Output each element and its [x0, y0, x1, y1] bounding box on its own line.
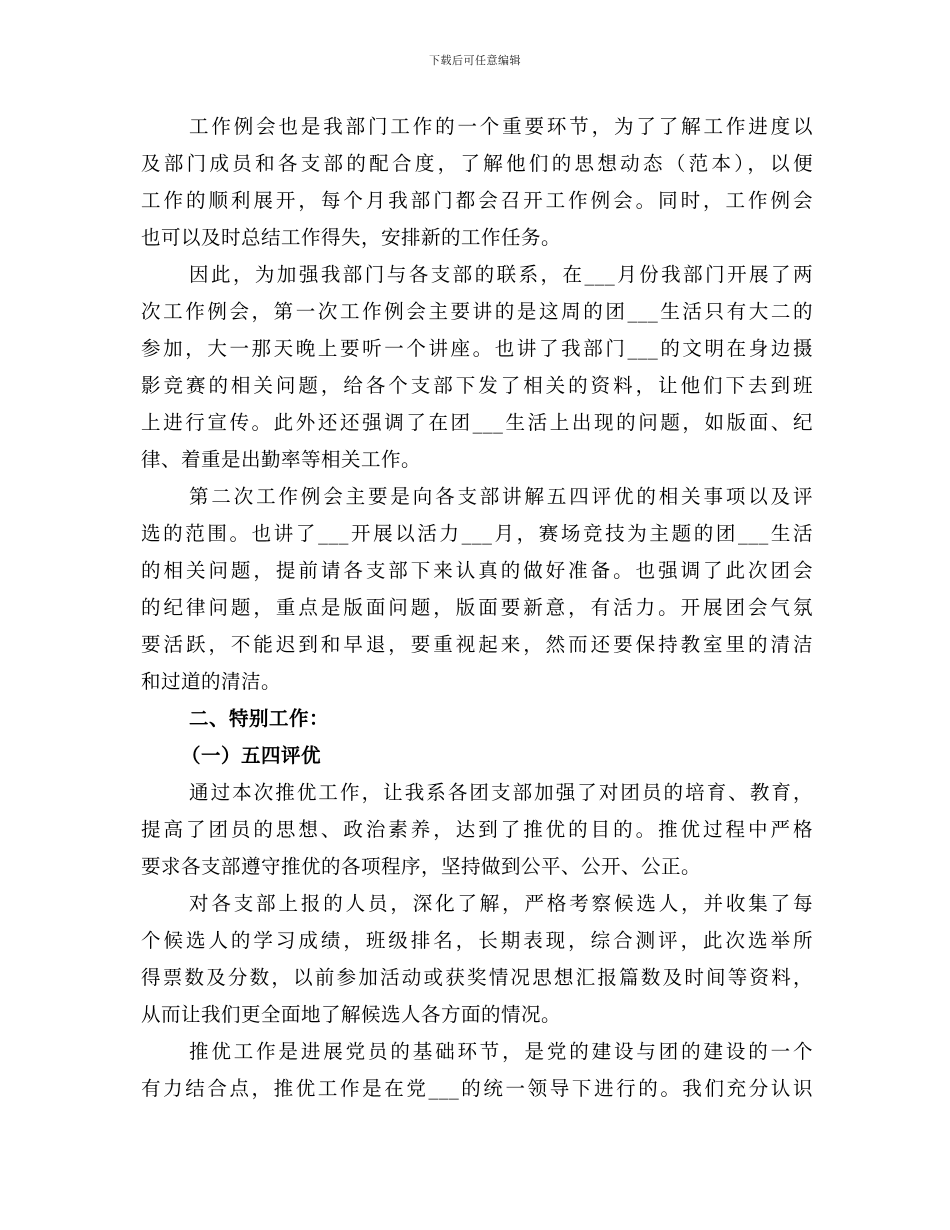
paragraph-line: 因此，为加强我部门与各支部的联系，在___月份我部门开展了两: [189, 263, 813, 286]
paragraph-line: 律、着重是出勤率等相关工作。: [141, 448, 422, 471]
paragraph-line: 和过道的清洁。: [141, 670, 282, 693]
paragraph-line: 也可以及时总结工作得失，安排新的工作任务。: [141, 226, 562, 249]
paragraph-line: 从而让我们更全面地了解候选人各方面的情况。: [141, 1003, 562, 1026]
paragraph-line: 推优工作是进展党员的基础环节，是党的建设与团的建设的一个: [189, 1040, 813, 1063]
paragraph-line: 及部门成员和各支部的配合度，了解他们的思想动态（范本），以便: [141, 152, 813, 175]
paragraph-line: 提高了团员的思想、政治素养，达到了推优的目的。推优过程中严格: [141, 818, 813, 841]
document-body: [141, 108, 813, 1107]
paragraph-line: 要活跃，不能迟到和早退，要重视起来，然而还要保持教室里的清洁: [141, 633, 813, 656]
paragraph-line: 选的范围。也讲了___开展以活力___月，赛场竞技为主题的团___生活: [141, 522, 813, 545]
paragraph-line: 第二次工作例会主要是向各支部讲解五四评优的相关事项以及评: [189, 485, 813, 508]
paragraph-line: 要求各支部遵守推优的各项程序，坚持做到公平、公开、公正。: [141, 855, 702, 878]
paragraph-line: 上进行宣传。此外还还强调了在团___生活上出现的问题，如版面、纪: [141, 411, 813, 434]
paragraph-line: 得票数及分数，以前参加活动或获奖情况思想汇报篇数及时间等资料，: [141, 966, 813, 989]
paragraph-line: 个候选人的学习成绩，班级排名，长期表现，综合测评，此次选举所: [141, 929, 813, 952]
paragraph-line: 的纪律问题，重点是版面问题，版面要新意，有活力。开展团会气氛: [141, 596, 813, 619]
page-header-note: 下载后可任意编辑: [429, 54, 521, 67]
section-heading: （一）五四评优: [181, 744, 322, 767]
paragraph-line: 有力结合点，推优工作是在党___的统一领导下进行的。我们充分认识: [141, 1077, 813, 1100]
paragraph-line: 的相关问题，提前请各支部下来认真的做好准备。也强调了此次团会: [141, 559, 813, 582]
section-heading: 二、特别工作：: [189, 707, 330, 730]
paragraph-line: 通过本次推优工作，让我系各团支部加强了对团员的培育、教育，: [189, 781, 813, 804]
paragraph-line: 工作例会也是我部门工作的一个重要环节，为了了解工作进度以: [189, 115, 813, 138]
paragraph-line: 工作的顺利展开，每个月我部门都会召开工作例会。同时，工作例会: [141, 189, 813, 212]
paragraph-line: 影竞赛的相关问题，给各个支部下发了相关的资料，让他们下去到班: [141, 374, 813, 397]
paragraph-line: 次工作例会，第一次工作例会主要讲的是这周的团___生活只有大二的: [141, 300, 813, 323]
paragraph-line: 参加，大一那天晚上要听一个讲座。也讲了我部门___的文明在身边摄: [141, 337, 813, 360]
paragraph-line: 对各支部上报的人员，深化了解，严格考察候选人，并收集了每: [189, 892, 813, 915]
